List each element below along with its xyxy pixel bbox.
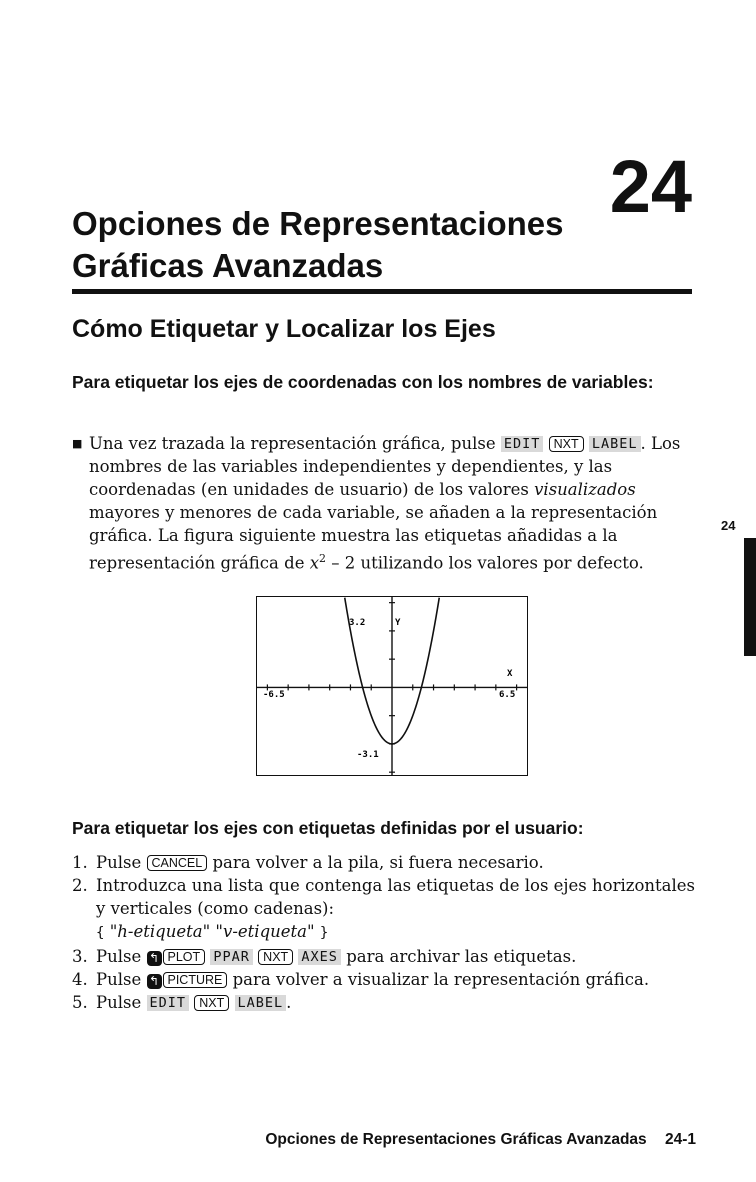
step-text: . <box>286 993 292 1012</box>
side-tab-number: 24 <box>721 518 736 533</box>
label-xmin: -6.5 <box>263 690 285 700</box>
softkey-edit: EDIT <box>501 436 544 452</box>
step-5 <box>72 991 702 1014</box>
left-shift-arrow-icon: ↰ <box>147 951 162 966</box>
key-plot: PLOT <box>163 949 206 965</box>
label-y: Y <box>395 618 401 628</box>
bullet-text-3: mayores y menores de cada variable, se añaden a la representación gráfica. La figura siguiente muestra las etiquetas añadidas a la representación gráfica de <box>89 503 658 573</box>
subheading-variable-labels: Para etiquetar los ejes de coordenadas con los nombres de variables: <box>72 372 654 392</box>
subheading-user-labels: Para etiquetar los ejes con etiquetas definidas por el usuario: <box>72 818 584 838</box>
bullet-marker: ■ <box>72 437 83 450</box>
step-number: 3. <box>72 947 88 966</box>
step-text: Introduzca una lista que contenga las etiquetas de los ejes horizontales y verticales (como cadenas): <box>96 876 695 918</box>
bullet-text-2: . Los nombres de las variables independientes y dependientes, y las coordenadas (en unidades de usuario) de los valores <box>89 434 681 499</box>
softkey-ppar: PPAR <box>210 949 253 965</box>
footer-title: Opciones de Representaciones Gráficas Avanzadas <box>265 1131 647 1148</box>
page-footer <box>265 1131 696 1149</box>
list-brace-open: { <box>96 925 105 941</box>
h-label-string: "h-etiqueta" <box>109 922 211 941</box>
chapter-title <box>72 203 564 287</box>
step-2 <box>72 874 702 945</box>
softkey-edit: EDIT <box>147 995 190 1011</box>
bullet-paragraph <box>72 432 702 575</box>
v-label-string: "v-etiqueta" <box>215 922 315 941</box>
key-nxt: NXT <box>194 995 229 1011</box>
section-title: Cómo Etiquetar y Localizar los Ejes <box>72 315 496 343</box>
step-text: Pulse <box>96 970 142 989</box>
left-shift-arrow-icon: ↰ <box>147 974 162 989</box>
key-nxt: NXT <box>258 949 293 965</box>
chapter-title-line2: Gráficas Avanzadas <box>72 247 384 284</box>
step-text: para archivar las etiquetas. <box>346 947 577 966</box>
step-text: Pulse <box>96 993 142 1012</box>
math-exponent: 2 <box>319 552 327 565</box>
step-number: 5. <box>72 993 88 1012</box>
key-picture: PICTURE <box>163 972 228 988</box>
key-nxt: NXT <box>549 436 584 452</box>
softkey-axes: AXES <box>298 949 341 965</box>
bullet-text-1: Una vez trazada la representación gráfica, pulse <box>89 434 496 453</box>
step-1 <box>72 851 702 874</box>
label-xmax: 6.5 <box>499 690 516 700</box>
step-number: 1. <box>72 853 88 872</box>
label-x: X <box>507 669 513 679</box>
step-text: para volver a visualizar la representación gráfica. <box>232 970 650 989</box>
step-number: 2. <box>72 876 88 895</box>
math-x: x <box>309 553 320 573</box>
step-text: para volver a la pila, si fuera necesario. <box>212 853 544 872</box>
step-number: 4. <box>72 970 88 989</box>
chapter-number: 24 <box>609 145 692 228</box>
step-4 <box>72 968 702 991</box>
label-ymax: 3.2 <box>349 618 366 628</box>
bullet-text-4: – 2 utilizando los valores por defecto. <box>331 553 644 573</box>
chapter-title-line1: Opciones de Representaciones <box>72 205 564 242</box>
step-text: Pulse <box>96 947 142 966</box>
list-brace-close: } <box>319 925 329 941</box>
side-tab-bar <box>744 538 756 656</box>
title-rule <box>72 289 692 294</box>
step-3 <box>72 945 702 968</box>
softkey-label: LABEL <box>589 436 641 452</box>
footer-page-number: 24-1 <box>664 1131 696 1148</box>
plot-svg <box>257 597 527 775</box>
plot-figure <box>256 596 528 776</box>
bullet-text-italic: visualizados <box>534 480 636 499</box>
softkey-label: LABEL <box>235 995 287 1011</box>
steps-list <box>72 851 702 1014</box>
label-ymin: -3.1 <box>357 750 379 760</box>
key-cancel: CANCEL <box>147 855 208 871</box>
step-text: Pulse <box>96 853 142 872</box>
